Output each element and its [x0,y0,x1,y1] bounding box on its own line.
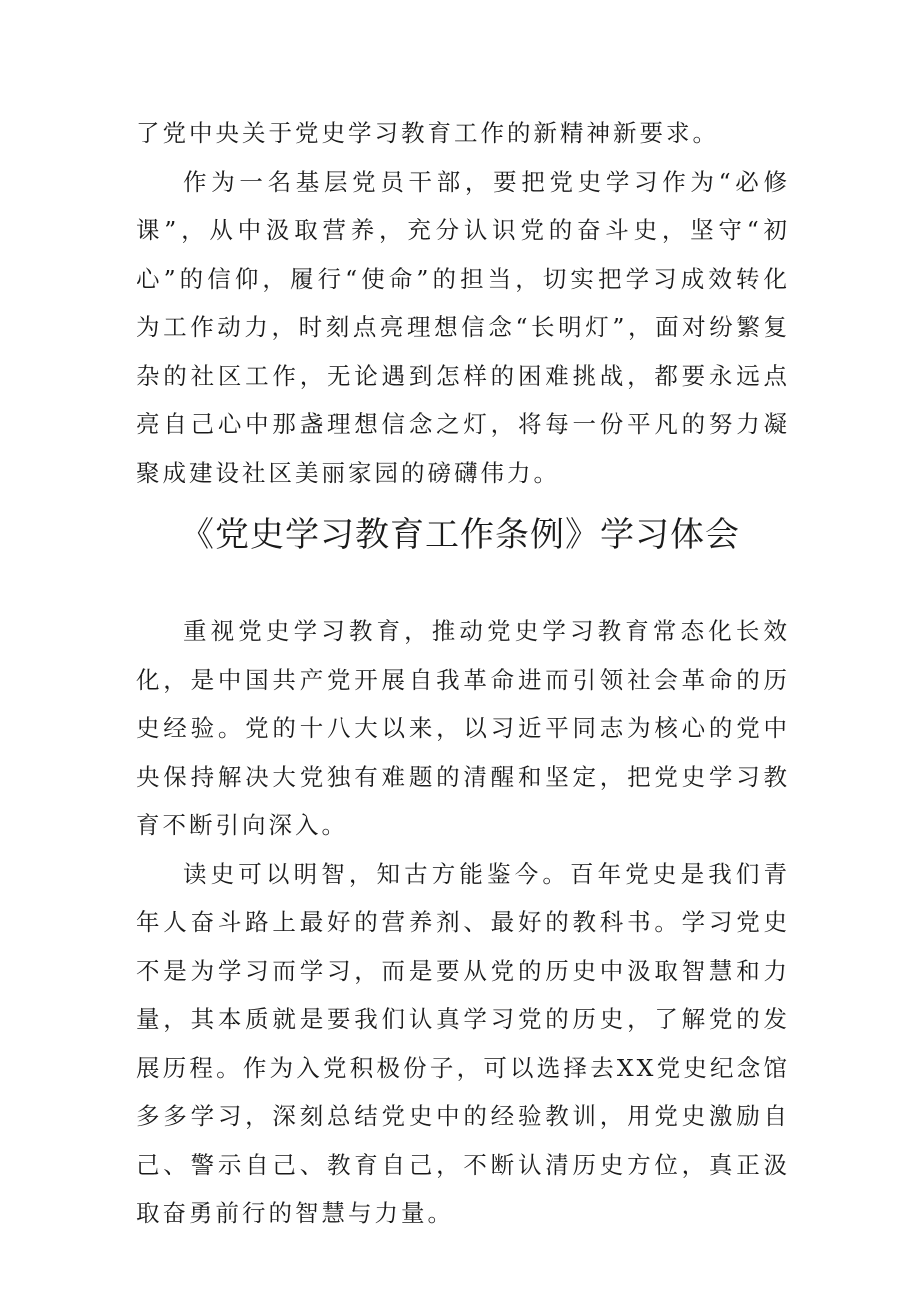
paragraph-1: 重视党史学习教育，推动党史学习教育常态化长效化，是中国共产党开展自我革命进而引领社会革命的历史经验。党的十八大以来，以习近平同志为核心的党中央保持解决大党独有难题的清醒和坚定，把党史学习教育不断引向深入。 [136,617,790,839]
body-text [136,607,790,1238]
paragraph-intro: 作为一名基层党员干部，要把党史学习作为“必修课”，从中汲取营养，充分认识党的奋斗史，坚守“初心”的信仰，履行“使命”的担当，切实把学习成效转化为工作动力，时刻点亮理想信念“长明灯”，面对纷繁复杂的社区工作，无论遇到怎样的困难挑战，都要永远点亮自己心中那盏理想信念之灯，将每一份平凡的努力凝聚成建设社区美丽家园的磅礴伟力。 [136,167,790,487]
paragraph-continuation: 了党中央关于党史学习教育工作的新精神新要求。 [136,119,719,147]
previous-section-text [136,109,790,497]
document-title: 《党史学习教育工作条例》学习体会 [180,515,740,555]
paragraph-2: 读史可以明智，知古方能鉴今。百年党史是我们青年人奋斗路上最好的营养剂、最好的教科书。学习党史不是为学习而学习，而是要从党的历史中汲取智慧和力量，其本质就是要我们认真学习党的历史，了解党的发展历程。作为入党积极份子，可以选择去XX党史纪念馆多多学习，深刻总结党史中的经验教训，用党史激励自己、警示自己、教育自己，不断认清历史方位，真正汲取奋勇前行的智慧与力量。 [136,859,790,1227]
